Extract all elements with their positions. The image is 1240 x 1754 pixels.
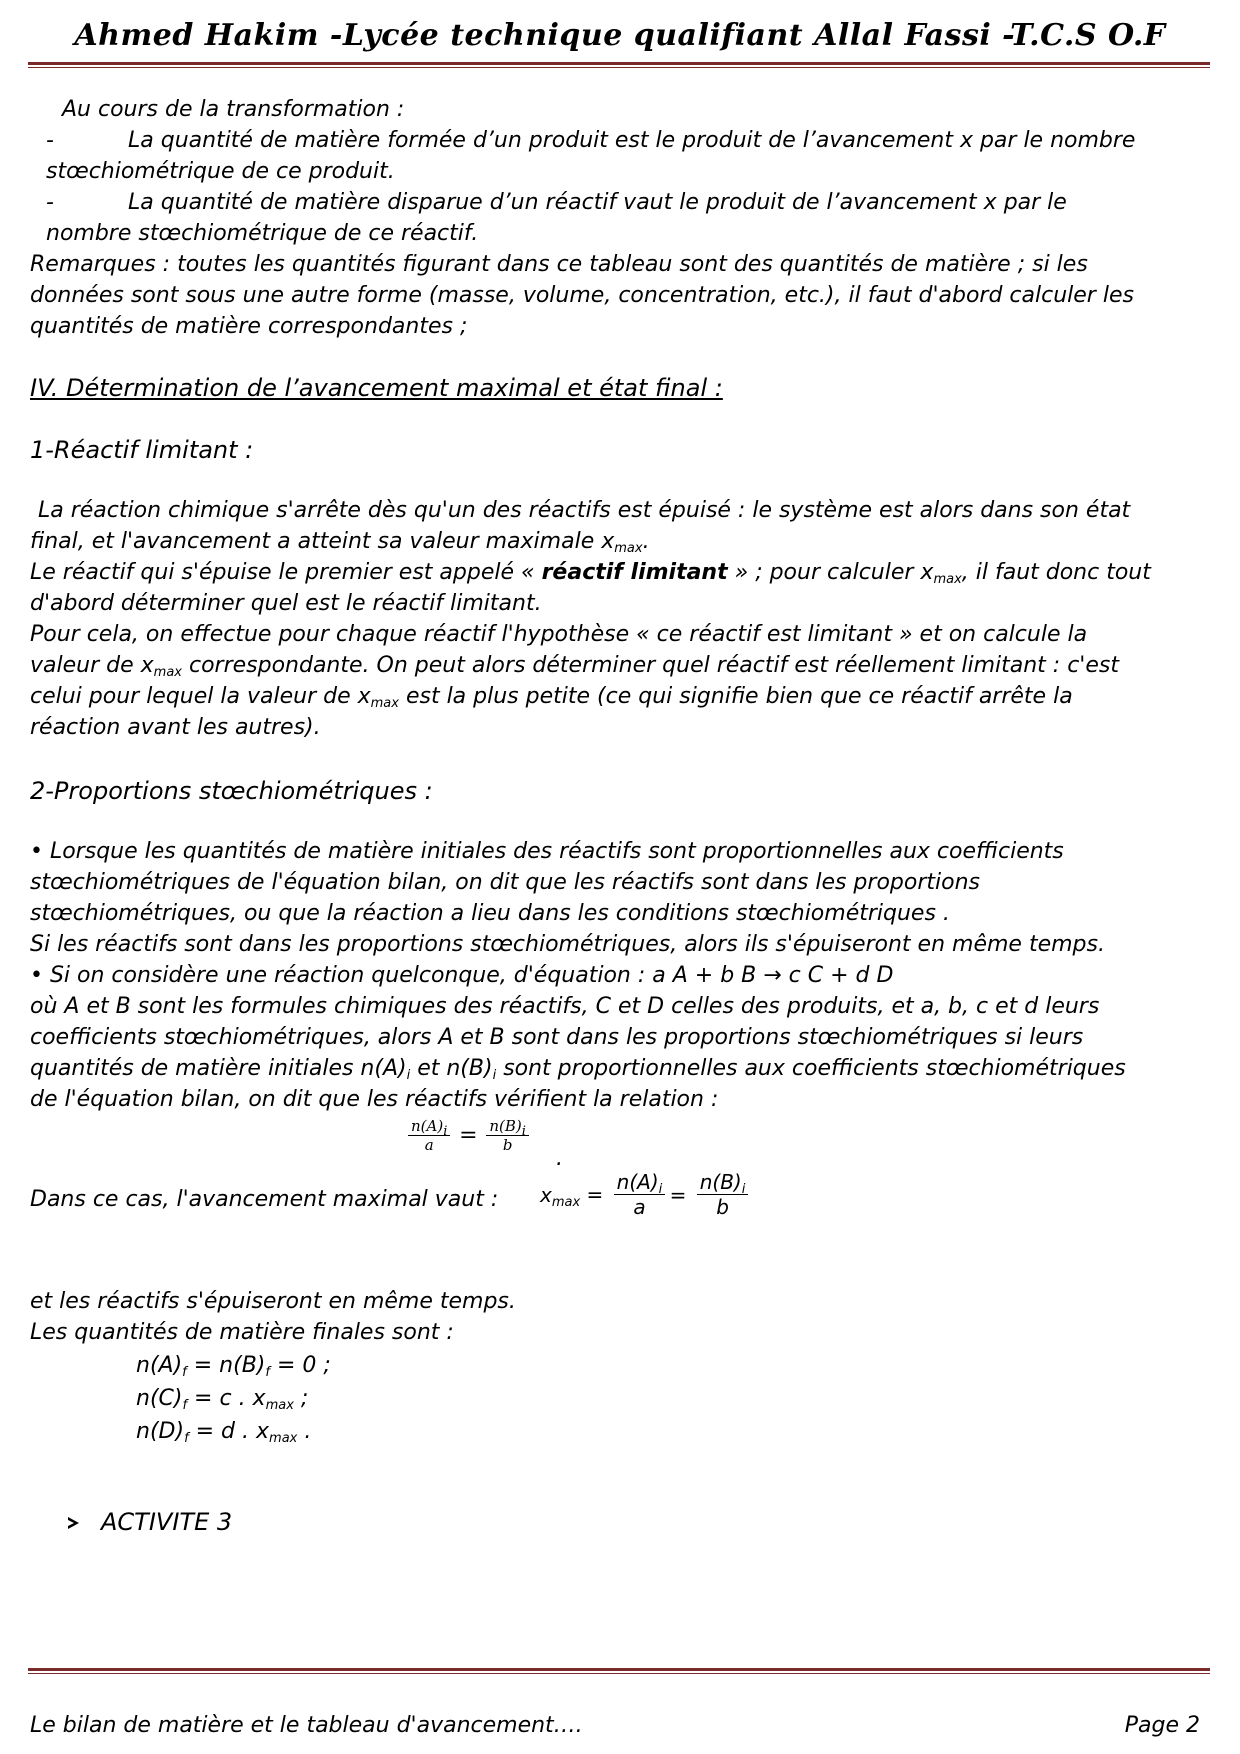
intro-bullet-2-line-1: La quantité de matière disparue d’un réactif vaut le produit de l’avancement x par le bbox=[128, 190, 1067, 215]
fraction-nB-over-b: $\frac{n(B)_i}{b}$ bbox=[486, 1117, 529, 1154]
stoichiometric-relation: $\frac{n(A)_i}{a}$ = $\frac{n(B)_i}{b}$ bbox=[404, 1117, 533, 1154]
intro-lead: Au cours de la transformation : bbox=[62, 97, 405, 122]
case-text: Dans ce cas, l'avancement maximal vaut : bbox=[30, 1187, 499, 1212]
p1-line-1: La réaction chimique s'arrête dès qu'un des réactifs est épuisé : le système est alors dans son état bbox=[38, 498, 1131, 523]
p2-line-1: Le réactif qui s'épuise le premier est appelé « réactif limitant » ; pour calculer $x_{max}$, il faut donc tout bbox=[30, 560, 1151, 587]
bullet-dash: - bbox=[46, 190, 54, 215]
activity-label: ACTIVITE 3 bbox=[101, 1508, 233, 1536]
activity-item bbox=[68, 1508, 232, 1536]
remark-line-3: quantités de matière correspondantes ; bbox=[30, 314, 468, 339]
p3-line-3: celui pour lequel la valeur de $x_{max}$ est la plus petite (ce qui signifie bien que ce réactif arrête la bbox=[30, 684, 1073, 711]
fraction-nA-over-a-large: $\frac{n(A)_i}{a}$ bbox=[614, 1170, 666, 1219]
footer-rule-thin bbox=[28, 1673, 1210, 1674]
b1-line-2: stœchiométriques de l'équation bilan, on dit que les réactifs sont dans les proportions bbox=[30, 870, 980, 895]
remark-line-2: données sont sous une autre forme (masse, volume, concentration, etc.), il faut d'abord calculer les bbox=[30, 283, 1134, 308]
b2-line-4: quantités de matière initiales $n(A)_i$ et $n(B)_i$ sont proportionnelles aux coefficients stœchiométriques bbox=[30, 1056, 1126, 1083]
b2-line-3: coefficients stœchiométriques, alors A et B sont dans les proportions stœchiométriques si leurs bbox=[30, 1025, 1084, 1050]
page-number: Page 2 bbox=[1124, 1713, 1200, 1738]
after-line-1: et les réactifs s'épuiseront en même temps. bbox=[30, 1289, 516, 1314]
page-header-title: Ahmed Hakim -Lycée technique qualifiant Allal Fassi -T.C.S O.F bbox=[74, 18, 1166, 53]
subsection-heading-reactif-limitant: 1-Réactif limitant : bbox=[30, 436, 254, 464]
fraction-nA-over-a: $\frac{n(A)_i}{a}$ bbox=[408, 1117, 450, 1154]
term-reactif-limitant: réactif limitant bbox=[541, 560, 728, 585]
relation-trailing-dot: . bbox=[556, 1146, 563, 1171]
p3-line-4: réaction avant les autres). bbox=[30, 715, 321, 740]
header-rule bbox=[28, 62, 1210, 65]
footer-title: Le bilan de matière et le tableau d'avancement…. bbox=[30, 1713, 583, 1738]
subsection-heading-proportions: 2-Proportions stœchiométriques : bbox=[30, 777, 433, 805]
final-quantity-A-B: $n(A)_f = n(B)_f = 0$ ; bbox=[136, 1353, 331, 1380]
after-line-2: Les quantités de matière finales sont : bbox=[30, 1320, 454, 1345]
intro-bullet-2-line-2: nombre stœchiométrique de ce réactif. bbox=[46, 221, 479, 246]
fraction-nB-over-b-large: $\frac{n(B)_i}{b}$ bbox=[697, 1170, 749, 1219]
p2-line-2: d'abord déterminer quel est le réactif limitant. bbox=[30, 591, 542, 616]
final-quantity-C: $n(C)_f = c$ . $x_{max}$ ; bbox=[136, 1386, 309, 1413]
intro-bullet-1-line-1: La quantité de matière formée d’un produit est le produit de l’avancement x par le nombre bbox=[128, 128, 1136, 153]
b1-line-4: Si les réactifs sont dans les proportions stœchiométriques, alors ils s'épuiseront en même temps. bbox=[30, 932, 1105, 957]
b2-line-1: • Si on considère une réaction quelconque, d'équation : a A + b B → c C + d D bbox=[30, 963, 894, 988]
p1-line-2: final, et l'avancement a atteint sa valeur maximale $x_{max}$. bbox=[30, 529, 650, 556]
intro-bullet-1-line-2: stœchiométrique de ce produit. bbox=[46, 159, 395, 184]
reaction-arrow-icon: → bbox=[763, 963, 782, 988]
b2-line-5: de l'équation bilan, on dit que les réactifs vérifient la relation : bbox=[30, 1087, 719, 1112]
p3-line-1: Pour cela, on effectue pour chaque réactif l'hypothèse « ce réactif est limitant » et on calcule la bbox=[30, 622, 1088, 647]
p3-line-2: valeur de $x_{max}$ correspondante. On peut alors déterminer quel réactif est réellement limitant : c'est bbox=[30, 653, 1119, 680]
b1-line-3: stœchiométriques, ou que la réaction a lieu dans les conditions stœchiométriques . bbox=[30, 901, 950, 926]
b2-line-2: où A et B sont les formules chimiques des réactifs, C et D celles des produits, et a, b, c et d leurs bbox=[30, 994, 1100, 1019]
b1-line-1: • Lorsque les quantités de matière initiales des réactifs sont proportionnelles aux coefficients bbox=[30, 839, 1064, 864]
section-heading: IV. Détermination de l’avancement maximal et état final : bbox=[30, 374, 723, 402]
xmax-formula: $x_{max}$ = $\frac{n(A)_i}{a}$ = $\frac{n(B)_i}{b}$ bbox=[540, 1170, 752, 1219]
remark-line-1: Remarques : toutes les quantités figurant dans ce tableau sont des quantités de matière ; si les bbox=[30, 252, 1088, 277]
header-rule-thin bbox=[28, 67, 1210, 68]
final-quantity-D: $n(D)_f = d$ . $x_{max}$ . bbox=[136, 1419, 312, 1446]
footer-rule bbox=[28, 1668, 1210, 1671]
bullet-dash: - bbox=[46, 128, 54, 153]
arrow-bullet-icon bbox=[68, 1517, 79, 1529]
